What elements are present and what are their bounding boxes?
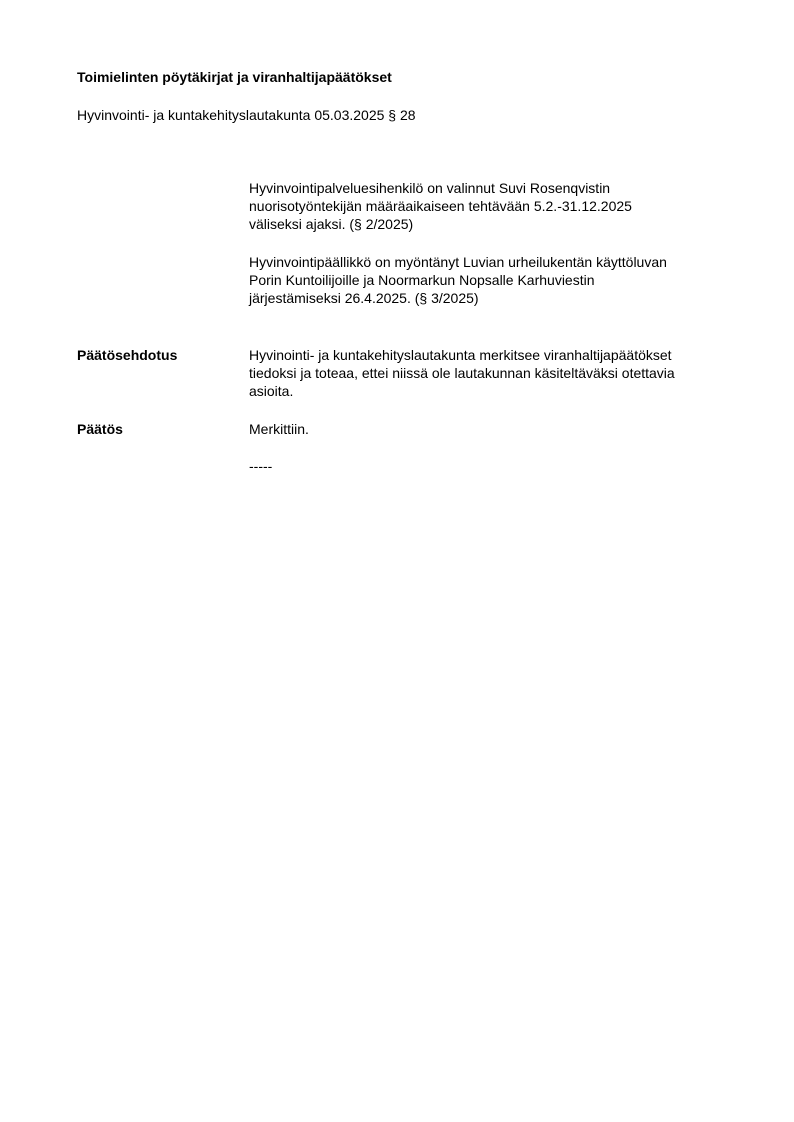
paragraph-line: järjestämiseksi 26.4.2025. (§ 3/2025): [249, 290, 479, 306]
meeting-reference: Hyvinvointi- ja kuntakehityslautakunta 05.03.2025 § 28: [77, 107, 416, 123]
decision-separator: [249, 457, 749, 475]
proposal-text: [249, 346, 749, 400]
paragraph-line: Porin Kuntoilijoille ja Noormarkun Nopsalle Karhuviestin: [249, 272, 595, 288]
paragraph-line: asioita.: [249, 383, 294, 399]
decision-label: Päätös: [77, 421, 123, 437]
paragraph-line: väliseksi ajaksi. (§ 2/2025): [249, 216, 414, 232]
paragraph-line: Hyvinvointipäällikkö on myöntänyt Luvian urheilukentän käyttöluvan: [249, 254, 667, 270]
paragraph-line: Hyvinvointipalveluesihenkilö on valinnut Suvi Rosenqvistin: [249, 180, 611, 196]
intro-paragraph-1: [249, 179, 749, 233]
proposal-label: Päätösehdotus: [77, 347, 178, 363]
paragraph-line: tiedoksi ja toteaa, ettei niissä ole lautakunnan käsiteltäväksi otettavia: [249, 365, 675, 381]
paragraph-line: Hyvinointi- ja kuntakehityslautakunta merkitsee viranhaltijapäätökset: [249, 347, 672, 363]
decision-value: Merkittiin.: [249, 421, 309, 437]
paragraph-line: nuorisotyöntekijän määräaikaiseen tehtävään 5.2.-31.12.2025: [249, 198, 632, 214]
intro-paragraph-2: [249, 253, 749, 307]
decision-text: [249, 420, 749, 438]
separator-line: -----: [249, 458, 273, 474]
document-title: Toimielinten pöytäkirjat ja viranhaltijapäätökset: [77, 69, 392, 85]
